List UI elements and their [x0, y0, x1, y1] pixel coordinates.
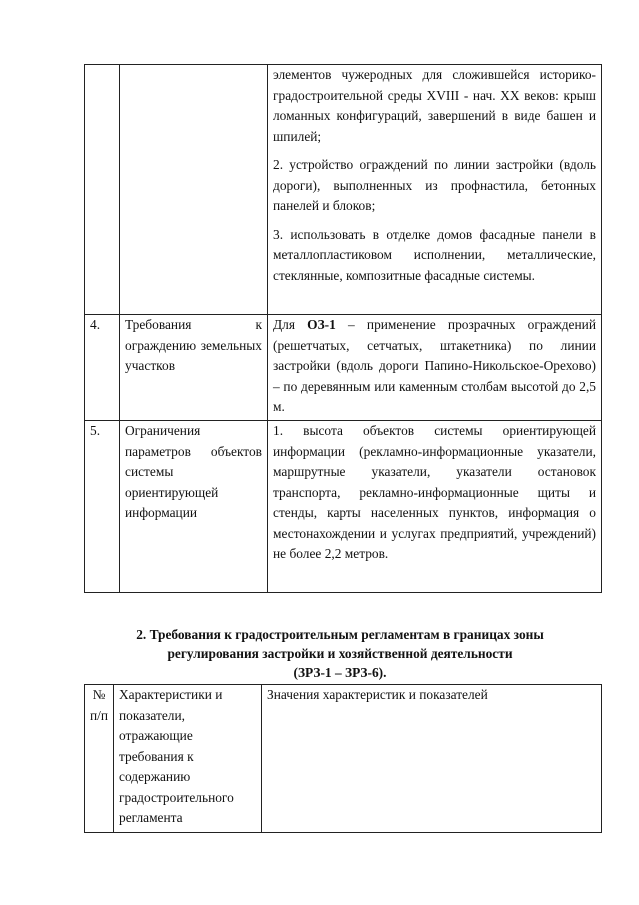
header-value-cell: Значения характеристик и показателей — [262, 685, 602, 833]
row-name-cell: Требования к ограждению земельных участков — [120, 315, 268, 421]
row-number-cell — [85, 65, 120, 315]
value-text: – применение прозрачных ограждений (решетчатых, сетчатых, штакетника) по линии застройки (вдоль дороги Папино-Никольское-Орехово) – по деревянным или каменным столбам высотой до 2,5 м. — [273, 317, 596, 414]
value-paragraph: 2. устройство ограждений по линии застройки (вдоль дороги), выполненных из профнастила, бетонных панелей и блоков; — [273, 157, 596, 213]
value-paragraph: 3. использовать в отделке домов фасадные панели в металлопластиковом исполнении, металлические, стеклянные, композитные фасадные системы. — [273, 226, 596, 283]
row-name-cell — [120, 65, 268, 315]
section-heading-line: (ЗРЗ-1 – ЗРЗ-6). — [293, 665, 387, 680]
section-heading — [100, 625, 580, 682]
section-heading-line: регулирования застройки и хозяйственной деятельности — [167, 646, 513, 661]
table-row — [85, 315, 602, 421]
row-number-cell: 5. — [85, 421, 120, 593]
value-prefix: Для — [273, 317, 308, 332]
characteristics-table — [84, 684, 602, 833]
section-heading-line: 2. Требования к градостроительным регламентам в границах зоны — [136, 627, 544, 642]
row-value-cell — [268, 315, 602, 421]
row-value-cell — [268, 65, 602, 315]
zone-code: ОЗ-1 — [307, 317, 336, 332]
header-number-cell: № п/п — [85, 685, 114, 833]
row-name-cell: Ограничения параметров объектов системы ориентирующей информации — [120, 421, 268, 593]
header-name-cell: Характеристики и показатели, отражающие требования к содержанию градостроительного регламента — [114, 685, 262, 833]
row-number-cell: 4. — [85, 315, 120, 421]
regulations-table — [84, 64, 602, 593]
table-row — [85, 421, 602, 593]
table-header-row — [85, 685, 602, 833]
table-row — [85, 65, 602, 315]
row-value-cell: 1. высота объектов системы ориентирующей информации (рекламно-информационные указатели, маршрутные указатели, указатели остановок транспорта, рекламно-информационные щиты и стенды, карты населенных пунктов, информация о местонахождении и услугах предприятий, учреждений) не более 2,2 метров. — [268, 421, 602, 593]
value-paragraph: элементов чужеродных для сложившейся историко-градостроительной среды XVIII - нач. XX веков: крыш ломанных конфигураций, завершений в виде башен и шпилей; — [273, 67, 596, 144]
